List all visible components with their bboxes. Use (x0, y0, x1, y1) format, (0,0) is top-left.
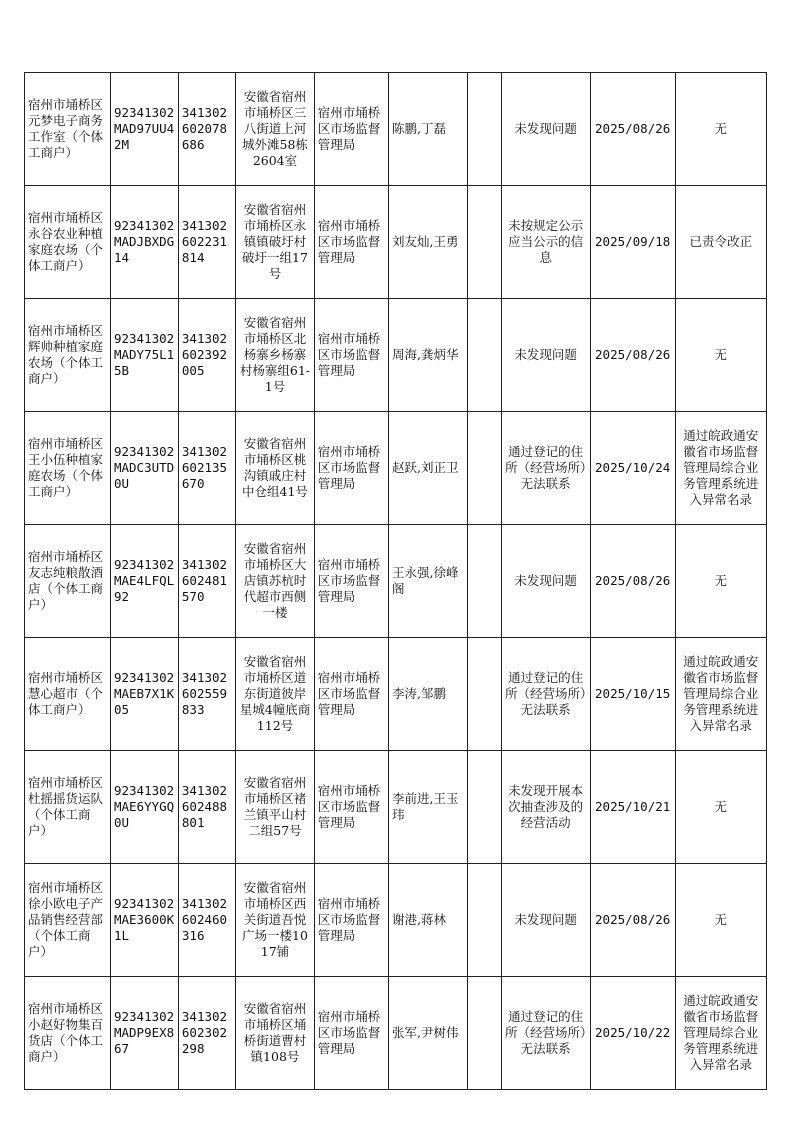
table-row (25, 299, 767, 412)
table-row (25, 412, 767, 525)
table-row (25, 73, 767, 186)
inspection-date-cell: 2025/10/24 (590, 412, 675, 525)
table-row (25, 864, 767, 977)
inspection-result-cell: 未发现问题 (501, 864, 590, 977)
blank-cell (467, 751, 501, 864)
authority-cell: 宿州市埇桥区市场监督管理局 (314, 412, 388, 525)
credit-code-cell: 92341302MADC3UTD0U (110, 412, 178, 525)
address-cell: 安徽省宿州市埇桥区永镇镇破圩村破圩一组17号 (236, 186, 315, 299)
authority-cell: 宿州市埇桥区市场监督管理局 (314, 638, 388, 751)
authority-cell: 宿州市埇桥区市场监督管理局 (314, 751, 388, 864)
business-name-cell: 宿州市埇桥区杜摇摇货运队（个体工商户） (25, 751, 111, 864)
blank-cell (467, 525, 501, 638)
blank-cell (467, 412, 501, 525)
authority-cell: 宿州市埇桥区市场监督管理局 (314, 864, 388, 977)
credit-code-cell: 92341302MAE6YYGQ0U (110, 751, 178, 864)
business-name-cell: 宿州市埇桥区友志纯粮散酒店（个体工商户） (25, 525, 111, 638)
registration-number-cell: 341302602392005 (178, 299, 235, 412)
address-cell: 安徽省宿州市埇桥区西关街道吾悦广场一楼1017铺 (236, 864, 315, 977)
blank-cell (467, 186, 501, 299)
credit-code-cell: 92341302MAE3600K1L (110, 864, 178, 977)
registration-number-cell: 341302602135670 (178, 412, 235, 525)
business-name-cell: 宿州市埇桥区慧心超市（个体工商户） (25, 638, 111, 751)
inspection-result-cell: 未发现开展本次抽查涉及的经营活动 (501, 751, 590, 864)
authority-cell: 宿州市埇桥区市场监督管理局 (314, 977, 388, 1090)
authority-cell: 宿州市埇桥区市场监督管理局 (314, 299, 388, 412)
business-name-cell: 宿州市埇桥区小赵好物集百货店（个体工商户） (25, 977, 111, 1090)
inspection-result-cell: 通过登记的住所（经营场所）无法联系 (501, 412, 590, 525)
inspection-result-cell: 通过登记的住所（经营场所）无法联系 (501, 638, 590, 751)
table-row (25, 751, 767, 864)
action-taken-cell: 已责令改正 (675, 186, 766, 299)
action-taken-cell: 通过皖政通安徽省市场监督管理局综合业务管理系统进入异常名录 (675, 412, 766, 525)
address-cell: 安徽省宿州市埇桥区道东街道彼岸星城4幢底商112号 (236, 638, 315, 751)
authority-cell: 宿州市埇桥区市场监督管理局 (314, 525, 388, 638)
inspectors-cell: 谢港,蒋林 (389, 864, 468, 977)
inspectors-cell: 李前进,王玉玮 (389, 751, 468, 864)
inspectors-cell: 王永强,徐峰阁 (389, 525, 468, 638)
inspectors-cell: 刘友灿,王勇 (389, 186, 468, 299)
action-taken-cell: 无 (675, 525, 766, 638)
inspection-date-cell: 2025/08/26 (590, 864, 675, 977)
inspection-date-cell: 2025/10/15 (590, 638, 675, 751)
action-taken-cell: 通过皖政通安徽省市场监督管理局综合业务管理系统进入异常名录 (675, 638, 766, 751)
address-cell: 安徽省宿州市埇桥区大店镇苏杭时代超市西侧一楼 (236, 525, 315, 638)
inspection-date-cell: 2025/09/18 (590, 186, 675, 299)
authority-cell: 宿州市埇桥区市场监督管理局 (314, 186, 388, 299)
table-row (25, 638, 767, 751)
inspection-result-cell: 未发现问题 (501, 299, 590, 412)
business-name-cell: 宿州市埇桥区元梦电子商务工作室（个体工商户） (25, 73, 111, 186)
inspection-date-cell: 2025/08/26 (590, 73, 675, 186)
table-row (25, 186, 767, 299)
credit-code-cell: 92341302MAE4LFQL92 (110, 525, 178, 638)
credit-code-cell: 92341302MAEB7X1K05 (110, 638, 178, 751)
credit-code-cell: 92341302MADP9EX867 (110, 977, 178, 1090)
address-cell: 安徽省宿州市埇桥区三八街道上河城外滩58栋2604室 (236, 73, 315, 186)
registration-number-cell: 341302602559833 (178, 638, 235, 751)
inspectors-cell: 李涛,邹鹏 (389, 638, 468, 751)
inspection-date-cell: 2025/08/26 (590, 299, 675, 412)
inspection-results-table (24, 72, 767, 1090)
address-cell: 安徽省宿州市埇桥区北杨寨乡杨寨村杨寨组61-1号 (236, 299, 315, 412)
table-row (25, 525, 767, 638)
address-cell: 安徽省宿州市埇桥区埇桥街道曹村镇108号 (236, 977, 315, 1090)
address-cell: 安徽省宿州市埇桥区桃沟镇戚庄村中仓组41号 (236, 412, 315, 525)
registration-number-cell: 341302602231814 (178, 186, 235, 299)
business-name-cell: 宿州市埇桥区辉帅种植家庭农场（个体工商户） (25, 299, 111, 412)
inspectors-cell: 陈鹏,丁磊 (389, 73, 468, 186)
inspection-result-cell: 未发现问题 (501, 73, 590, 186)
blank-cell (467, 864, 501, 977)
blank-cell (467, 73, 501, 186)
inspectors-cell: 赵跃,刘正卫 (389, 412, 468, 525)
inspectors-cell: 周海,龚炳华 (389, 299, 468, 412)
business-name-cell: 宿州市埇桥区徐小欧电子产品销售经营部（个体工商户） (25, 864, 111, 977)
inspection-date-cell: 2025/08/26 (590, 525, 675, 638)
action-taken-cell: 无 (675, 73, 766, 186)
business-name-cell: 宿州市埇桥区王小伍种植家庭农场（个体工商户） (25, 412, 111, 525)
table-row (25, 977, 767, 1090)
registration-number-cell: 341302602481570 (178, 525, 235, 638)
inspectors-cell: 张军,尹树伟 (389, 977, 468, 1090)
action-taken-cell: 无 (675, 299, 766, 412)
action-taken-cell: 无 (675, 864, 766, 977)
business-name-cell: 宿州市埇桥区永谷农业种植家庭农场（个体工商户） (25, 186, 111, 299)
inspection-result-cell: 未发现问题 (501, 525, 590, 638)
registration-number-cell: 341302602302298 (178, 977, 235, 1090)
blank-cell (467, 977, 501, 1090)
inspection-date-cell: 2025/10/21 (590, 751, 675, 864)
blank-cell (467, 638, 501, 751)
inspection-result-cell: 通过登记的住所（经营场所）无法联系 (501, 977, 590, 1090)
inspection-date-cell: 2025/10/22 (590, 977, 675, 1090)
address-cell: 安徽省宿州市埇桥区褚兰镇平山村二组57号 (236, 751, 315, 864)
credit-code-cell: 92341302MADY75L15B (110, 299, 178, 412)
inspection-result-cell: 未按规定公示应当公示的信息 (501, 186, 590, 299)
authority-cell: 宿州市埇桥区市场监督管理局 (314, 73, 388, 186)
credit-code-cell: 92341302MAD97UU42M (110, 73, 178, 186)
action-taken-cell: 无 (675, 751, 766, 864)
registration-number-cell: 341302602078686 (178, 73, 235, 186)
registration-number-cell: 341302602460316 (178, 864, 235, 977)
action-taken-cell: 通过皖政通安徽省市场监督管理局综合业务管理系统进入异常名录 (675, 977, 766, 1090)
blank-cell (467, 299, 501, 412)
registration-number-cell: 341302602488801 (178, 751, 235, 864)
credit-code-cell: 92341302MADJBXDG14 (110, 186, 178, 299)
